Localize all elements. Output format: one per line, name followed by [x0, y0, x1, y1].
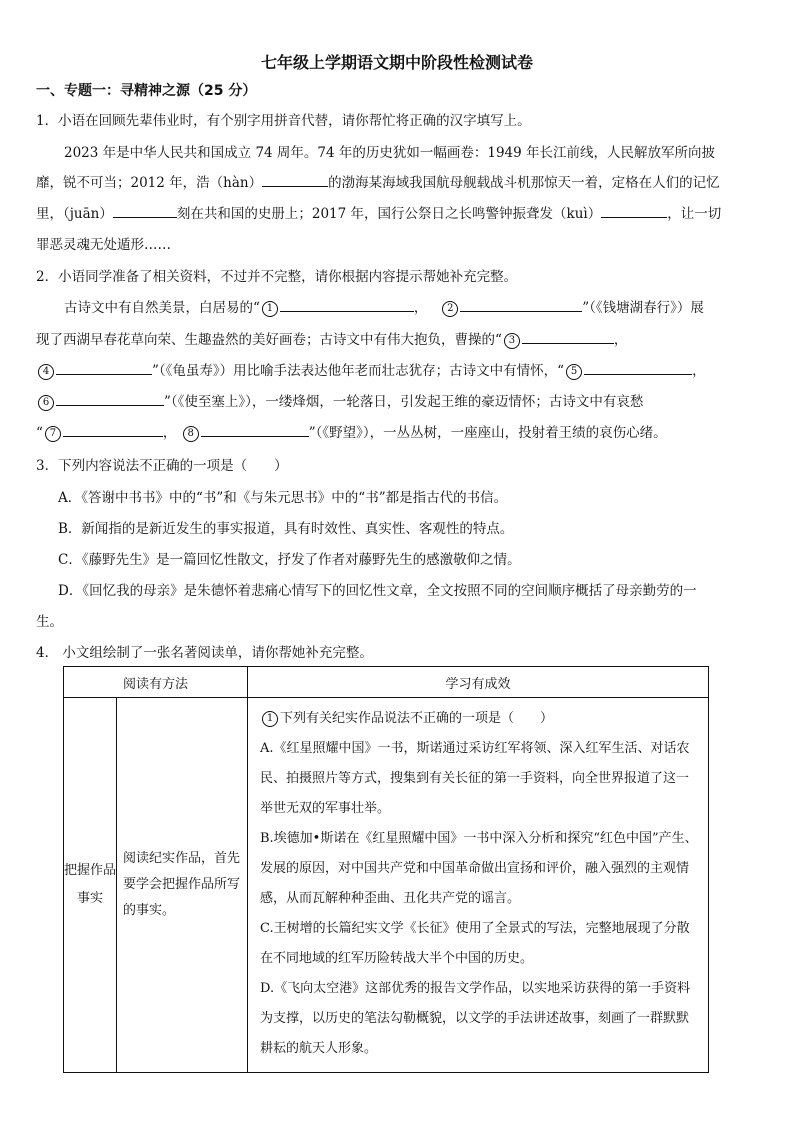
- poem-blank-1[interactable]: [280, 298, 414, 312]
- question-1-prompt: 1．小语在回顾先辈伟业时，有个别字用拼音代替，请你帮忙将正确的汉字填写上。: [36, 113, 531, 129]
- sub-option-c[interactable]: C.王树增的长篇纪实文学《长征》使用了全景式的写法，完整地展现了分散在不同地域的红军历险转战大半个中国的历史。: [260, 921, 690, 966]
- question-1-line-4: 罪恶灵魂无处遁形……: [36, 237, 171, 253]
- question-3-option-b[interactable]: B．新闻指的是新近发生的事实报道，具有时效性、真实性、客观性的特点。: [58, 521, 514, 537]
- question-3-prompt: 3．下列内容说法不正确的一项是（ ）: [36, 458, 288, 474]
- section-heading: 一、专题一：寻精神之源（25 分）: [36, 83, 257, 99]
- circled-number-4: 4: [38, 364, 54, 380]
- circled-number-1: 1: [262, 711, 278, 727]
- question-2-line-1: 古诗文中有自然美景，白居易的“ 1 ， 2 ”（《钱塘湖春行》）展: [64, 300, 704, 316]
- circled-number-2: 2: [442, 301, 458, 317]
- answer-blank-han[interactable]: [262, 173, 328, 187]
- circled-number-6: 6: [38, 395, 54, 411]
- answer-blank-juan[interactable]: [113, 204, 177, 218]
- poem-blank-6[interactable]: [56, 392, 164, 406]
- circled-number-3: 3: [504, 333, 520, 349]
- table-header-method: 阅读有方法: [64, 667, 248, 698]
- table-header-result: 学习有成效: [248, 667, 709, 698]
- circled-number-5: 5: [566, 364, 582, 380]
- poem-blank-2[interactable]: [460, 298, 582, 312]
- question-2-line-3: 4 ”（《龟虽寿》）用比喻手法表达他年老而壮志犹存；古诗文中有情怀，“ 5 ，: [36, 359, 706, 380]
- question-1-line-2: 靡，锐不可当；2012 年，浩（hàn） 的渤海某海域我国航母舰载战斗机那惊天一着，定格在人们的记忆: [36, 175, 720, 191]
- question-1-line-3: 里，（juān） 刻在共和国的史册上；2017 年，国行公祭日之长鸣警钟振聋发（kuì） ，让一切: [36, 206, 722, 222]
- circled-number-7: 7: [45, 426, 61, 442]
- poem-blank-8[interactable]: [201, 423, 309, 437]
- question-2-line-2: 现了西湖早春花草向荣、生趣盎然的美好画卷；古诗文中有伟大抱负，曹操的“ 3 ，: [36, 332, 628, 348]
- question-3-option-a[interactable]: A．《答谢中书书》中的“书”和《与朱元思书》中的“书”都是指古代的书信。: [58, 490, 508, 506]
- circled-number-8: 8: [183, 426, 199, 442]
- question-3-option-d-cont: 生。: [36, 614, 63, 630]
- sub-option-a[interactable]: A.《红星照耀中国》一书，斯诺通过采访红军将领、深入红军生活、对话农民、拍摄照片等方式，搜集到有关长征的第一手资料，向全世界报道了这一举世无双的军事壮举。: [260, 741, 690, 816]
- poem-blank-5[interactable]: [584, 361, 692, 375]
- sub-question-prompt: 1 下列有关纪实作品说法不正确的一项是（ ）: [260, 704, 700, 734]
- sub-question-cell: [248, 698, 709, 1073]
- sub-option-d[interactable]: D.《飞向太空港》这部优秀的报告文学作品，以实地采访获得的第一手资料为支撑，以历史的笔法勾勒概貌，以文学的手法讲述故事，刻画了一群默默耕耘的航天人形象。: [260, 981, 691, 1056]
- page-title: 七年级上学期语文期中阶段性检测试卷: [260, 53, 533, 72]
- question-2-line-4: 6 ”（《使至塞上》），一缕烽烟，一轮落日，引发起王维的豪迈情怀；古诗文中有哀愁: [36, 390, 643, 411]
- answer-blank-kui[interactable]: [601, 204, 667, 218]
- poem-blank-4[interactable]: [56, 361, 152, 375]
- method-name: 把握作品事实: [64, 698, 117, 1073]
- sub-option-b[interactable]: B.埃德加•斯诺在《红星照耀中国》一书中深入分析和探究“红色中国”产生、发展的原因，对中国共产党和中国革命做出宣扬和评价，融入强烈的主观情感，从而瓦解种种歪曲、丑化共产党的谣言。: [260, 831, 698, 906]
- question-3-option-d[interactable]: D．《回忆我的母亲》是朱德怀着悲痛心情写下的回忆性文章，全文按照不同的空间顺序概括了母亲勤劳的一: [58, 583, 697, 599]
- question-2-line-5: “ 7 ， 8 ”（《野望》），一丛丛树，一座座山，投射着王绩的哀伤心绪。: [36, 425, 667, 441]
- question-2-prompt: 2．小语同学准备了相关资料，不过并不完整，请你根据内容提示帮她补充完整。: [36, 269, 518, 285]
- poem-blank-7[interactable]: [63, 423, 163, 437]
- method-description: 阅读纪实作品，首先要学会把握作品所写的事实。: [117, 698, 248, 1073]
- poem-blank-3[interactable]: [522, 330, 614, 344]
- circled-number-1: 1: [262, 301, 278, 317]
- question-4-prompt: 4． 小文组绘制了一张名著阅读单，请你帮她补充完整。: [36, 645, 373, 661]
- question-1-line-1: 2023 年是中华人民共和国成立 74 周年。74 年的历史犹如一幅画卷：1949 年长江前线，人民解放军所向披: [64, 145, 716, 161]
- question-3-option-c[interactable]: C．《藤野先生》是一篇回忆性散文，抒发了作者对藤野先生的感激敬仰之情。: [58, 552, 521, 568]
- reading-table: [63, 666, 709, 1073]
